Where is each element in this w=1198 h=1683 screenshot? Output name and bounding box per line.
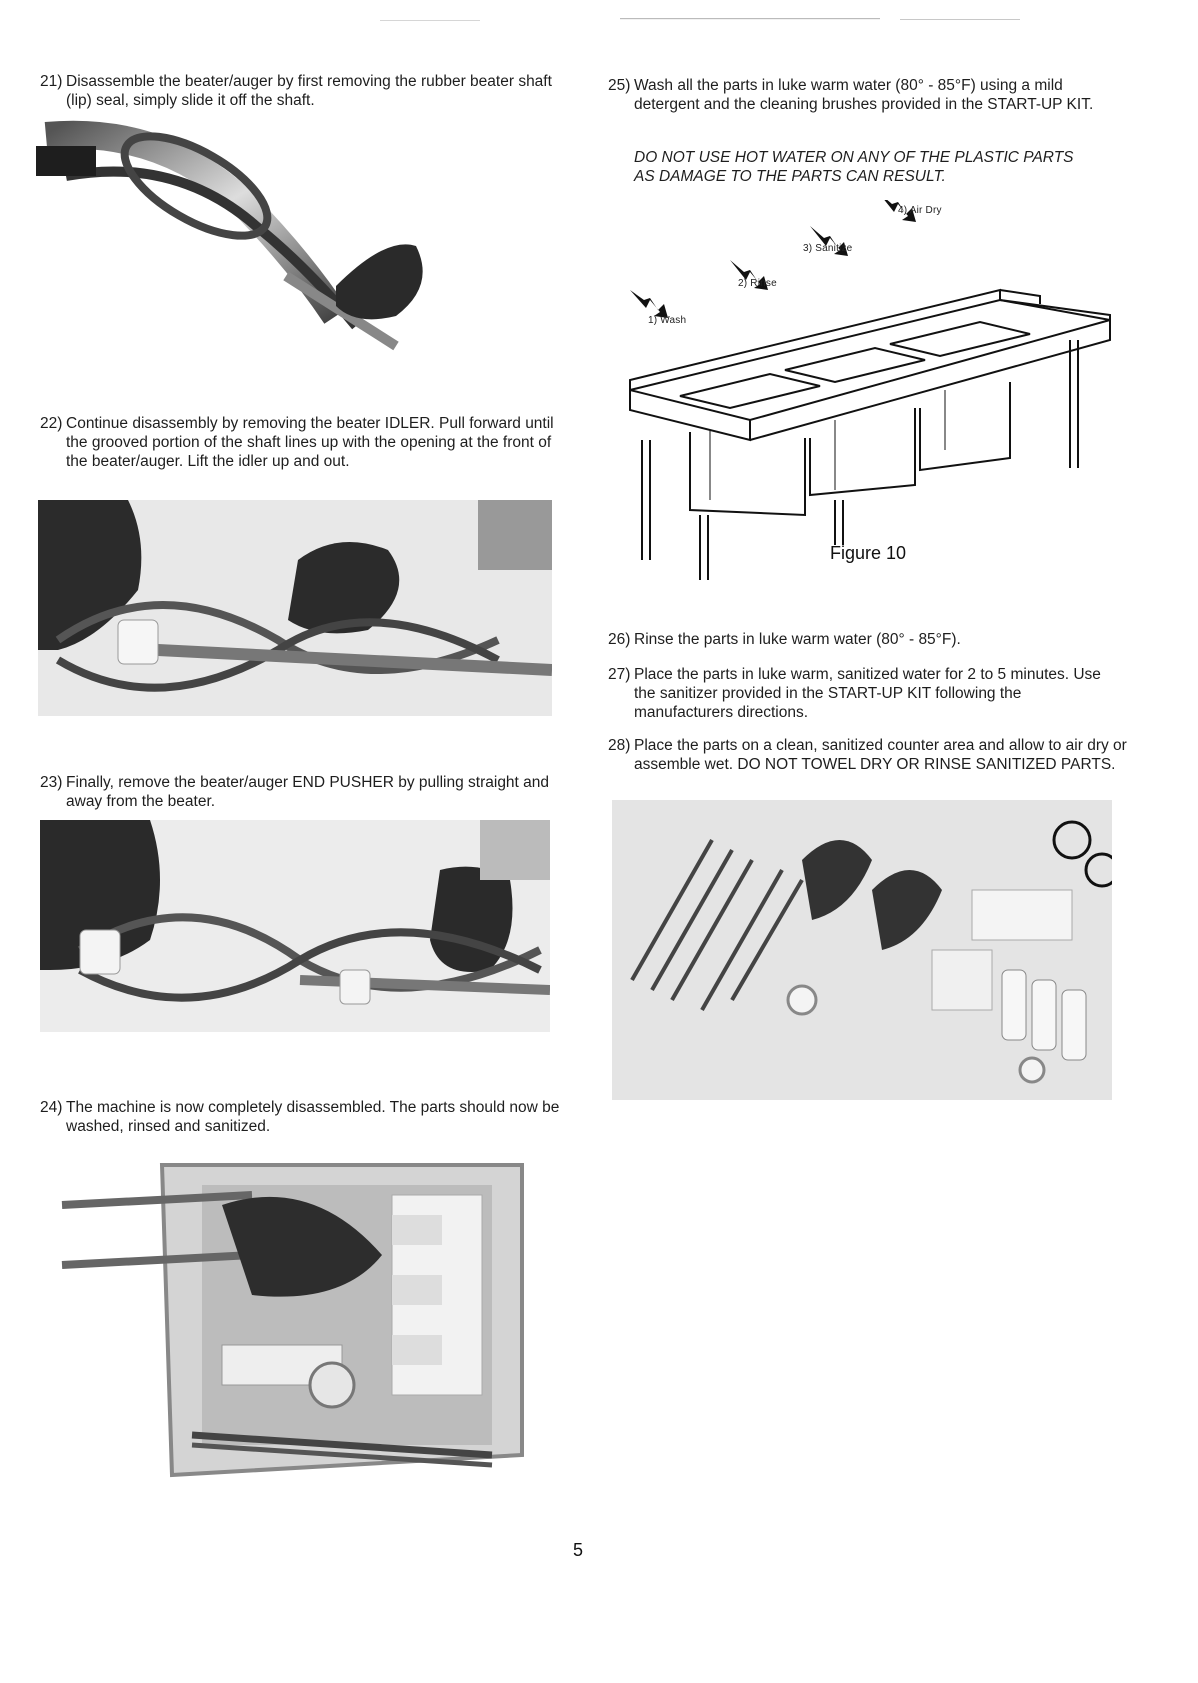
- scan-artifacts: [0, 0, 1198, 30]
- step-21: [40, 72, 560, 110]
- stage-air-dry-label: 4) Air Dry: [898, 205, 942, 216]
- step-25-text: Wash all the parts in luke warm water (80° - 85°F) using a mild detergent and the cleaning brushes provided in the START-UP KIT.: [634, 77, 1094, 113]
- step-24-number: 24): [40, 1099, 63, 1116]
- step-28-number: 28): [608, 737, 631, 754]
- step-21-text: Disassemble the beater/auger by first removing the rubber beater shaft (lip) seal, simply slide it off the shaft.: [66, 73, 552, 109]
- step-23-number: 23): [40, 774, 63, 791]
- step-26-text: Rinse the parts in luke warm water (80° - 85°F).: [634, 631, 961, 648]
- stage-wash-label: 1) Wash: [648, 315, 687, 326]
- figure-label: Figure 10: [830, 543, 907, 563]
- step-28-text: Place the parts on a clean, sanitized counter area and allow to air dry or assemble wet. DO NOT TOWEL DRY OR RINSE SANITIZED PARTS.: [634, 737, 1127, 773]
- step-27-text: Place the parts in luke warm, sanitized water for 2 to 5 minutes. Use the sanitizer provided in the START-UP KIT following the manufacturers directions.: [634, 666, 1101, 721]
- step-24-text: The machine is now completely disassembled. The parts should now be washed, rinsed and sanitized.: [66, 1099, 560, 1135]
- page-number: 5: [573, 1540, 584, 1560]
- photo-idler-removal: [38, 500, 552, 716]
- sink-drawing: [620, 200, 1120, 600]
- photo-disassembled-parts-tub: [52, 1145, 540, 1483]
- step-23: [40, 773, 560, 811]
- step-22: [40, 414, 560, 471]
- step-23-text: Finally, remove the beater/auger END PUSHER by pulling straight and away from the beater.: [66, 774, 550, 810]
- photo-end-pusher-removal: [40, 820, 550, 1032]
- step-26-number: 26): [608, 631, 631, 648]
- step-28: [608, 736, 1128, 774]
- step-27-number: 27): [608, 666, 631, 683]
- photo-lip-seal-removal: [36, 116, 476, 364]
- stage-sanitize-label: 3) Sanitize: [803, 243, 853, 254]
- step-25-number: 25): [608, 77, 631, 94]
- step-22-number: 22): [40, 415, 63, 432]
- step-27: [608, 665, 1108, 722]
- figure-10-sink: [620, 200, 1120, 600]
- step-26: [608, 630, 1128, 649]
- step-24: [40, 1098, 560, 1136]
- hot-water-warning: DO NOT USE HOT WATER ON ANY OF THE PLASTIC PARTS AS DAMAGE TO THE PARTS CAN RESULT.: [634, 149, 1074, 185]
- step-21-number: 21): [40, 73, 63, 90]
- step-22-text: Continue disassembly by removing the beater IDLER. Pull forward until the grooved portion of the shaft lines up with the opening at the front of the beater/auger. Lift the idler up and out.: [66, 415, 554, 470]
- photo-parts-air-drying: [612, 800, 1112, 1100]
- step-25: [608, 76, 1128, 114]
- stage-rinse-label: 2) Rinse: [738, 278, 777, 289]
